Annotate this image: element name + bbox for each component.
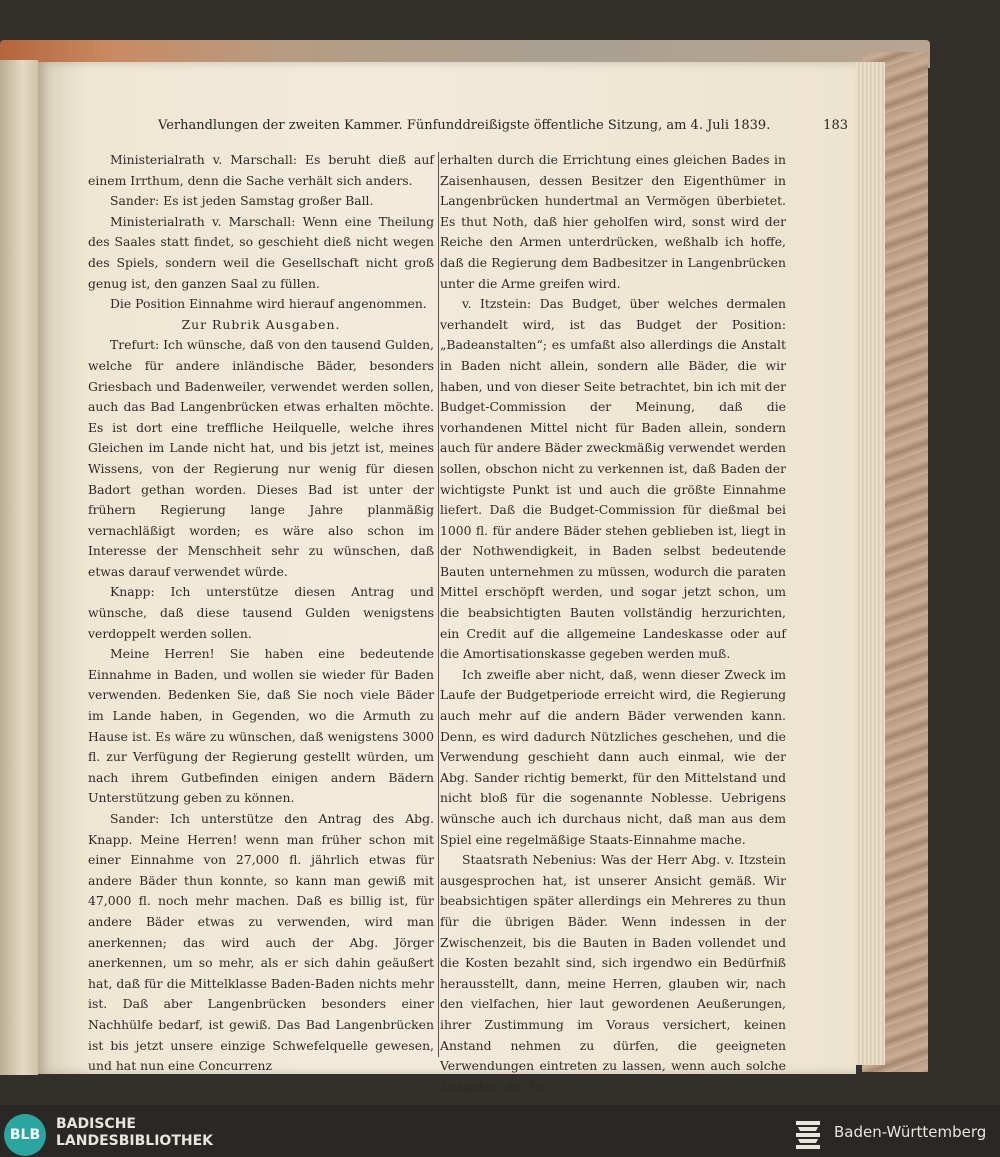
- viewer-footer: [0, 1105, 1000, 1157]
- state-name[interactable]: Baden-Württemberg: [834, 1123, 987, 1141]
- paragraph: Knapp: Ich unterstütze diesen Antrag und wünsche, daß diese tausend Gulden wenigstens verdoppelt werden sollen.: [88, 584, 434, 641]
- baden-wuerttemberg-lions-icon[interactable]: [793, 1117, 823, 1151]
- column-divider: [438, 152, 439, 1057]
- library-name-line1: BADISCHE: [56, 1116, 136, 1132]
- left-column: [88, 150, 434, 1077]
- paragraph: Die Position Einnahme wird hierauf angenommen.: [110, 296, 427, 312]
- paragraph: Staatsrath Nebenius: Was der Herr Abg. v. Itzstein ausgesprochen hat, ist unserer Ansicht gemäß. Wir beabsichtigen später allerdings ein Mehreres zu thun für die übrigen Bäder. Wenn indessen in der Zwischenzeit, bis die Bauten in Baden vollendet und die Kosten bezahlt sind, sich irgendwo ein Bedürfniß herausstellt, dann, meine Herren, glauben wir, nach den vielfachen, hier laut gewordenen Aeußerungen, ihrer Zustimmung im Voraus versichert, keinen Anstand nehmen zu dürfen, die geeigneten Verwendungen eintreten zu lassen, wenn auch solche Ausgaben die Fol-: [440, 852, 786, 1094]
- page-edges: [852, 62, 885, 1065]
- paragraph: Sander: Es ist jeden Samstag großer Ball.: [110, 193, 374, 209]
- paragraph: Ministerialrath v. Marschall: Wenn eine Theilung des Saales statt findet, so geschieht dieß nicht wegen des Spiels, sondern weil die Gesellschaft nicht groß genug ist, den ganzen Saal zu füllen.: [88, 213, 434, 291]
- header-title: Verhandlungen der zweiten Kammer. Fünfunddreißigste öffentliche Sitzung, am 4. Juli 1839.: [158, 118, 771, 133]
- facing-page-edge: [0, 60, 38, 1075]
- right-column: [440, 150, 786, 1097]
- paragraph: erhalten durch die Errichtung eines gleichen Bades in Zaisenhausen, dessen Besitzer den Eigenthümer in Langenbrücken hundertmal an Vermögen überbietet. Es thut Noth, daß hier geholfen wird, sonst wird der Reiche den Armen unterdrücken, weßhalb ich hoffe, daß die Regierung dem Badbesitzer in Langenbrücken unter die Arme greifen wird.: [440, 152, 786, 291]
- paragraph: Ich zweifle aber nicht, daß, wenn dieser Zweck im Laufe der Budgetperiode erreicht wird, die Regierung auch mehr auf die andern Bäder verwenden kann. Denn, es wird dadurch Nützliches geschehen, und die Verwendung geschieht dann auch einmal, wie der Abg. Sander richtig bemerkt, für den Mittelstand und nicht bloß für die sogenannte Noblesse. Uebrigens wünsche auch ich durchaus nicht, daß man aus dem Spiel eine regelmäßige Staats-Einnahme mache.: [440, 666, 786, 847]
- paragraph: Ministerialrath v. Marschall: Es beruht dieß auf einem Irrthum, denn die Sache verhält sich anders.: [88, 152, 434, 188]
- library-name[interactable]: [56, 1116, 213, 1150]
- book-page: [38, 62, 856, 1094]
- paragraph: v. Itzstein: Das Budget, über welches dermalen verhandelt wird, ist das Budget der Position: „Badeanstalten“; es umfaßt also allerdings die Anstalt in Baden nicht allein, sondern alle Bäder, die wir haben, und von dieser Seite betrachtet, bin ich mit der Budget-Commission der Meinung, daß die vorhandenen Mittel nicht für Baden allein, sondern auch für andere Bäder zweckmäßig verwendet werden sollen, obschon nicht zu verkennen ist, daß Baden der wichtigste Punkt ist und auch die größte Einnahme liefert. Daß die Budget-Commission für dießmal bei 1000 fl. für andere Bäder stehen geblieben ist, liegt in der Nothwendigkeit, in Baden selbst bedeutende Bauten unternehmen zu müssen, wodurch die paraten Mittel erschöpft werden, und sogar jetzt schon, um die beabsichtigten Bauten vollständig herzurichten, ein Credit auf die allgemeine Landeskasse oder auf die Amortisationskasse gegeben werden muß.: [440, 296, 786, 662]
- page-number: 183: [823, 118, 848, 133]
- paragraph: Trefurt: Ich wünsche, daß von den tausend Gulden, welche für andere inländische Bäder, besonders Griesbach und Badenweiler, verwendet werden sollen, auch das Bad Langenbrücken etwas erhalten möchte. Es ist dort eine treffliche Heilquelle, welche ihres Gleichen im Lande nicht hat, und bis jetzt ist, meines Wissens, von der Regierung nur wenig für diesen Badort gethan worden. Dieses Bad ist unter der frühern Regierung lange Jahre planmäßig vernachläßigt worden; es wäre also schon im Interesse der Menschheit sehr zu wünschen, daß etwas darauf verwendet würde.: [88, 337, 434, 579]
- paragraph: Meine Herren! Sie haben eine bedeutende Einnahme in Baden, und wollen sie wieder für Baden verwenden. Bedenken Sie, daß Sie noch viele Bäder im Lande haben, in Gegenden, wo die Armuth zu Hause ist. Es wäre zu wünschen, daß wenigstens 3000 fl. zur Verfügung der Regierung gestellt würden, um nach ihrem Gutbefinden einigen andern Bädern Unterstützung geben zu können.: [88, 646, 434, 806]
- paragraph: Sander: Ich unterstütze den Antrag des Abg. Knapp. Meine Herren! wenn man früher schon mit einer Einnahme von 27,000 fl. jährlich etwas für andere Bäder thun konnte, so kann man gewiß mit 47,000 fl. noch mehr machen. Daß es billig ist, für andere Bäder etwas zu verwenden, wird man anerkennen; das wird auch der Abg. Jörger anerkennen, um so mehr, als er sich dahin geäußert hat, daß für die Mittelklasse Baden-Baden nichts mehr ist. Daß aber Langenbrücken besonders einer Nachhülfe bedarf, ist gewiß. Das Bad Langenbrücken ist bis jetzt unsere einzige Schwefelquelle gewesen, und hat nun eine Concurrenz: [88, 811, 434, 1074]
- library-name-line2: LANDESBIBLIOTHEK: [56, 1133, 214, 1149]
- section-heading: Zur Rubrik Ausgaben.: [181, 316, 341, 332]
- blb-logo-icon[interactable]: BLB: [4, 1114, 46, 1156]
